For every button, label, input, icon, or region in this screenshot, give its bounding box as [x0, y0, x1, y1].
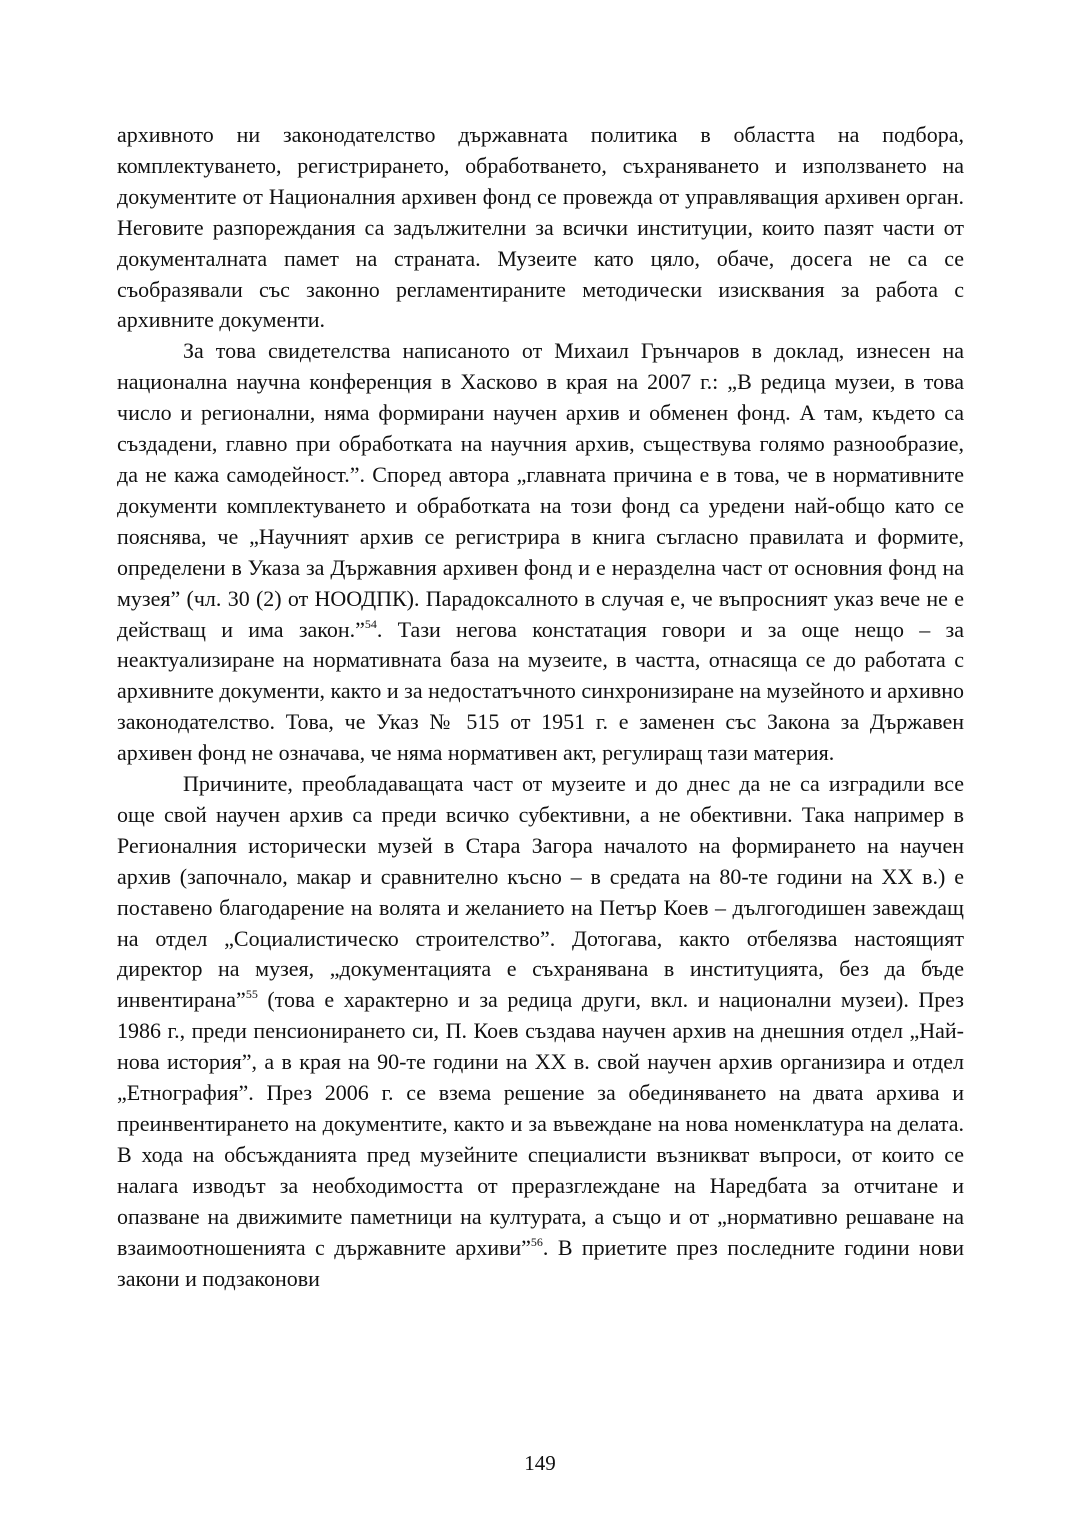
paragraph-text: архивното ни законодателство държавната политика в областта на подбора, комплектуването, регистрирането, обработването, съхраняването и използването на документите от Националния архивен фонд се провежда от управляващия архивен орган. Неговите разпореждания са задължителни за всички институции, които пазят части от документалната памет на страната. Музеите като цяло, обаче, досега не са се съобразявали със законно регламентираните методически изисквания за работа с архивните документи. [117, 122, 964, 333]
body-text [117, 120, 964, 1294]
paragraph-1 [117, 120, 964, 336]
paragraph-text: . Тази негова констатация говори и за още нещо – за неактуализиране на нормативната база на музеите, в частта, отнасяща се до работата с архивните документи, както и за недостатъчното синхронизиране на музейното и архивно законодателство. Това, че Указ № 515 от 1951 г. е заменен със Закона за Държавен архивен фонд не означава, че няма нормативен акт, регулиращ тази материя. [117, 616, 964, 766]
footnote-ref-54: 54 [364, 616, 377, 631]
paragraph-text: . В приетите през последните години нови закони и подзаконови [117, 1234, 964, 1291]
page-number: 149 [524, 1451, 556, 1475]
paragraph-3 [117, 769, 964, 1294]
paragraph-text: Причините, преобладаващата част от музеите и до днес да не са изградили все още свой научен архив са преди всичко субективни, а не обективни. Така например в Регионалния исторически музей в Стара Загора началото на формирането на научен архив (започнало, макар и сравнително късно – в средата на 80-те години на ХХ в.) е поставено благодарение на волята и желанието на Петър Коев – дългогодишен завеждащ на отдел „Социалистическо строителство”. Дотогава, както отбелязва настоящият директор на музея, „документацията е съхранявана в институцията, без да бъде инвентирана” [117, 771, 964, 1013]
paragraph-text: (това е характерно и за редица други, вкл. и национални музеи). През 1986 г., преди пенсионирането си, П. Коев създава научен архив на днешния отдел „Най-нова история”, а в края на 90-те години на ХХ в. свой научен архив организира и отдел „Етнография”. През 2006 г. се взема решение за обединяването на двата архива и преинвентирането на документите, както и за въвеждане на нова номенклатура на делата. В хода на обсъжданията пред музейните специалисти възникват въпроси, от които се налага изводът за необходимостта от преразглеждане на Наредбата за отчитане и опазване на движимите паметници на културата, а също и от „нормативно решаване на взаимоотношенията с държавните архиви” [117, 987, 964, 1260]
paragraph-2 [117, 336, 964, 769]
footnote-ref-55: 55 [245, 987, 258, 1002]
footnote-ref-56: 56 [530, 1234, 543, 1249]
paragraph-text: За това свидетелства написаното от Михаил Грънчаров в доклад, изнесен на национална научна конференция в Хасково в края на 2007 г.: „В редица музеи, в това число и регионални, няма формирани научен архив и обменен фонд. А там, където са създадени, главно при обработката на научния архив, съществува голямо разнообразие, да не кажа самодейност.”. Според автора „главната причина е в това, че в нормативните документи комплектуването и обработката на този фонд са уредени най-общо като се пояснява, че „Научният архив се регистрира в книга съгласно правилата и формите, определени в Указа за Държавния архивен фонд и е неразделна част от основния фонд на музея” (чл. 30 (2) от НООДПК). Парадоксалното в случая е, че въпросният указ вече не е действащ и има закон.” [117, 338, 964, 642]
